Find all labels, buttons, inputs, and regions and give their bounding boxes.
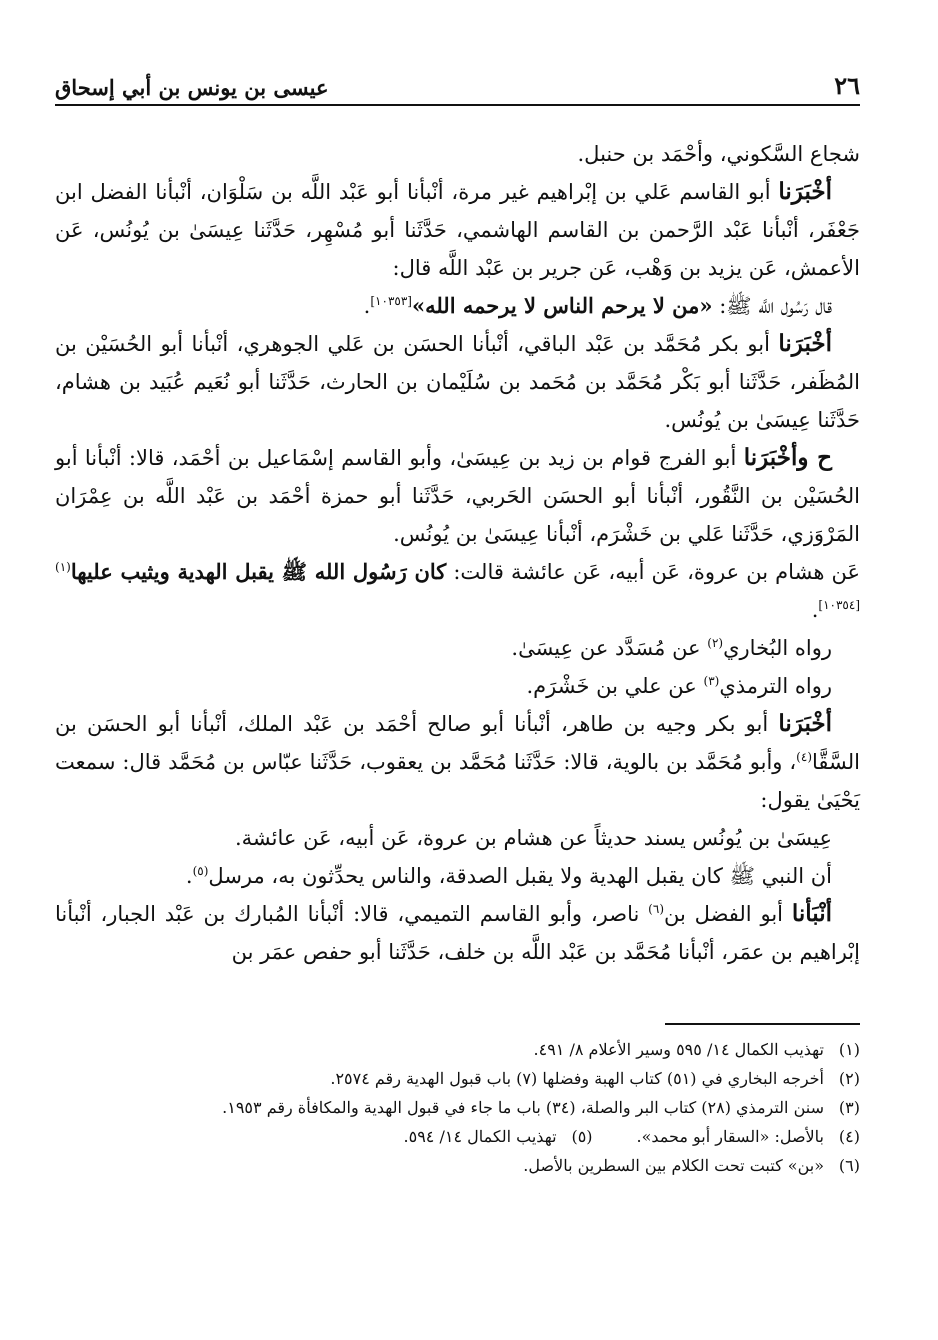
hadith-text	[55, 287, 860, 325]
footnote-number: (٤)	[838, 1127, 860, 1146]
footnote-marker: (٤)	[796, 750, 812, 764]
footnote	[55, 1035, 860, 1064]
footnote-text: تهذيب الكمال ١٤/ ٥٩٤.	[403, 1127, 557, 1146]
page-number: ٢٦	[834, 71, 860, 100]
footnote	[55, 1064, 860, 1093]
footnote-number: (٥)	[571, 1127, 593, 1146]
footnote-text: بالأصل: «السقار أبو محمد».	[636, 1127, 824, 1146]
text: ، وأبو مُحَمَّد بن بالوية، قالا: حَدَّثَنا مُحَمَّد بن يعقوب، حَدَّثَنا عبّاس بن مُحَمَّد قال: سمعت يَحْيَىٰ يقول:	[55, 750, 860, 812]
keyword: ح وأخْبَرَنا	[743, 444, 832, 471]
footnote-marker: (٣)	[703, 674, 720, 688]
paragraph	[55, 895, 860, 971]
main-text	[55, 135, 860, 1180]
text: عَن هشام بن عروة، عَن أبيه، عَن عائشة قالت:	[446, 560, 860, 584]
text: رواه الترمذي	[719, 674, 832, 698]
text: أبو الفضل بن	[664, 902, 792, 926]
paragraph: شجاع السَّكوني، وأحْمَد بن حنبل.	[577, 142, 860, 166]
keyword: أخْبَرَنا	[778, 710, 832, 737]
keyword: أخْبَرَنا	[778, 178, 832, 205]
hadith-text	[55, 553, 860, 629]
paragraph	[55, 439, 860, 553]
text: .	[811, 598, 819, 622]
footnote-marker: (٢)	[707, 636, 724, 650]
hadith-quote: «من لا يرحم الناس لا يرحمه الله»	[411, 293, 713, 318]
footnote	[55, 1093, 860, 1122]
paragraph: عِيسَىٰ بن يُونُس يسند حديثاً عن هشام بن عروة، عَن أبيه، عَن عائشة.	[235, 826, 832, 850]
hadith-number: [١٠٣٥٤]	[818, 598, 860, 612]
text: .	[185, 864, 193, 888]
paragraph	[55, 173, 860, 287]
page-header	[55, 60, 860, 106]
footnote-text: «بن» كتبت تحت الكلام بين السطرين بالأصل.	[523, 1156, 824, 1175]
hadith-number: [١٠٣٥٣]	[370, 294, 412, 308]
footnote-number: (٣)	[838, 1098, 860, 1117]
footnote-number: (٢)	[838, 1069, 860, 1088]
paragraph	[55, 325, 860, 439]
text: .	[363, 294, 371, 318]
footnote	[637, 1122, 860, 1151]
hadith-quote: كان رَسُول الله ﷺ يقبل الهدية ويثيب عليها	[70, 559, 447, 584]
running-title: عيسى بن يونس بن أبي إسحاق	[55, 75, 329, 100]
text: عن مُسَدَّد عن عِيسَىٰ.	[511, 636, 708, 660]
paragraph	[55, 857, 860, 895]
paragraph	[55, 705, 860, 819]
paragraph-text: أبو بكر مُحَمَّد بن عَبْد الباقي، أنْبأنا الحسَن بن عَلي الجوهري، أنْبأنا أبو الحُسَيْن بن المُظَفر، حَدَّثَنا أبو بَكْر مُحَمَّد بن مُحَمد بن سُلَيْمان بن الحارث، حَدَّثَنا أبو نُعَيم عُبَيد بن هشام، حَدَّثَنا عِيسَىٰ بن يُونُس.	[55, 332, 860, 432]
text: عن علي بن خَشْرَم.	[526, 674, 704, 698]
footnote-row	[55, 1122, 860, 1151]
footnote-text: أخرجه البخاري في (٥١) كتاب الهبة وفضلها (٧) باب قبول الهدية رقم ٢٥٧٤.	[330, 1069, 824, 1088]
text: أبو بكر وجيه بن طاهر، أنْبأنا أبو صالح أحْمَد بن عَبْد الملك، أنْبأنا أبو الحسَن بن السَّقَّا	[55, 712, 860, 774]
footnote-number: (١)	[838, 1040, 860, 1059]
keyword: أخْبَرَنا	[778, 330, 832, 357]
paragraph	[55, 667, 860, 705]
footnote-text: سنن الترمذي (٢٨) كتاب البر والصلة، (٣٤) باب ما جاء في قبول الهدية والمكافأة رقم ١٩٥٣.	[222, 1098, 824, 1117]
text: أن النبي ﷺ كان يقبل الهدية ولا يقبل الصدقة، والناس يحدِّثون به، مرسل	[208, 864, 832, 888]
footnote-text: تهذيب الكمال ١٤/ ٥٩٥ وسير الأعلام ٨/ ٤٩١.	[533, 1040, 824, 1059]
footnote	[55, 1151, 860, 1180]
footnote-separator	[665, 1023, 860, 1025]
text: رواه البُخاري	[723, 636, 832, 660]
footnote-marker: (١)	[55, 560, 71, 574]
footnote-marker: (٥)	[192, 864, 209, 878]
text: قال رَسُول اللَّه ﷺ:	[712, 294, 832, 318]
paragraph-text: أبو القاسم عَلي بن إبْراهيم غير مرة، أنْبأنا أبو عَبْد اللَّه بن سَلْوَان، أنْبأنا الفضل ابن جَعْفَر، أنْبأنا عَبْد الرَّحمن بن القاسم الهاشمي، حَدَّثَنا أبو مُسْهِر، حَدَّثَنا عِيسَىٰ بن يُونُس، عَن الأعمش، عَن يزيد بن وَهْب، عَن جرير بن عَبْد اللَّه قال:	[55, 180, 860, 280]
keyword: أنْبَأنا	[791, 900, 833, 927]
text: ناصر، وأبو القاسم التميمي، قالا: أنْبأنا المُبارك بن عَبْد الجبار، أنْبأنا إبْراهيم بن عمَر، أنْبأنا مُحَمَّد بن عَبْد اللَّه بن خلف، حَدَّثَنا أبو حفص عمَر بن	[55, 902, 860, 964]
paragraph-text: أبو الفرج قوام بن زيد بن عِيسَىٰ، وأبو القاسم إسْمَاعيل بن أحْمَد، قالا: أنْبأنا أبو الحُسَيْن بن النَّقُور، أنْبأنا أبو الحسَن الحَربي، حَدَّثَنا أبو حمزة أحْمَد بن عَبْد اللَّه بن عِمْرَان المَرْوَزي، حَدَّثَنا عَلي بن خَشْرَم، أنْبأنا عِيسَىٰ بن يُونُس.	[55, 446, 860, 546]
footnote	[404, 1122, 593, 1151]
paragraph	[55, 629, 860, 667]
footnote-number: (٦)	[838, 1156, 860, 1175]
footnote-marker: (٦)	[648, 902, 664, 916]
